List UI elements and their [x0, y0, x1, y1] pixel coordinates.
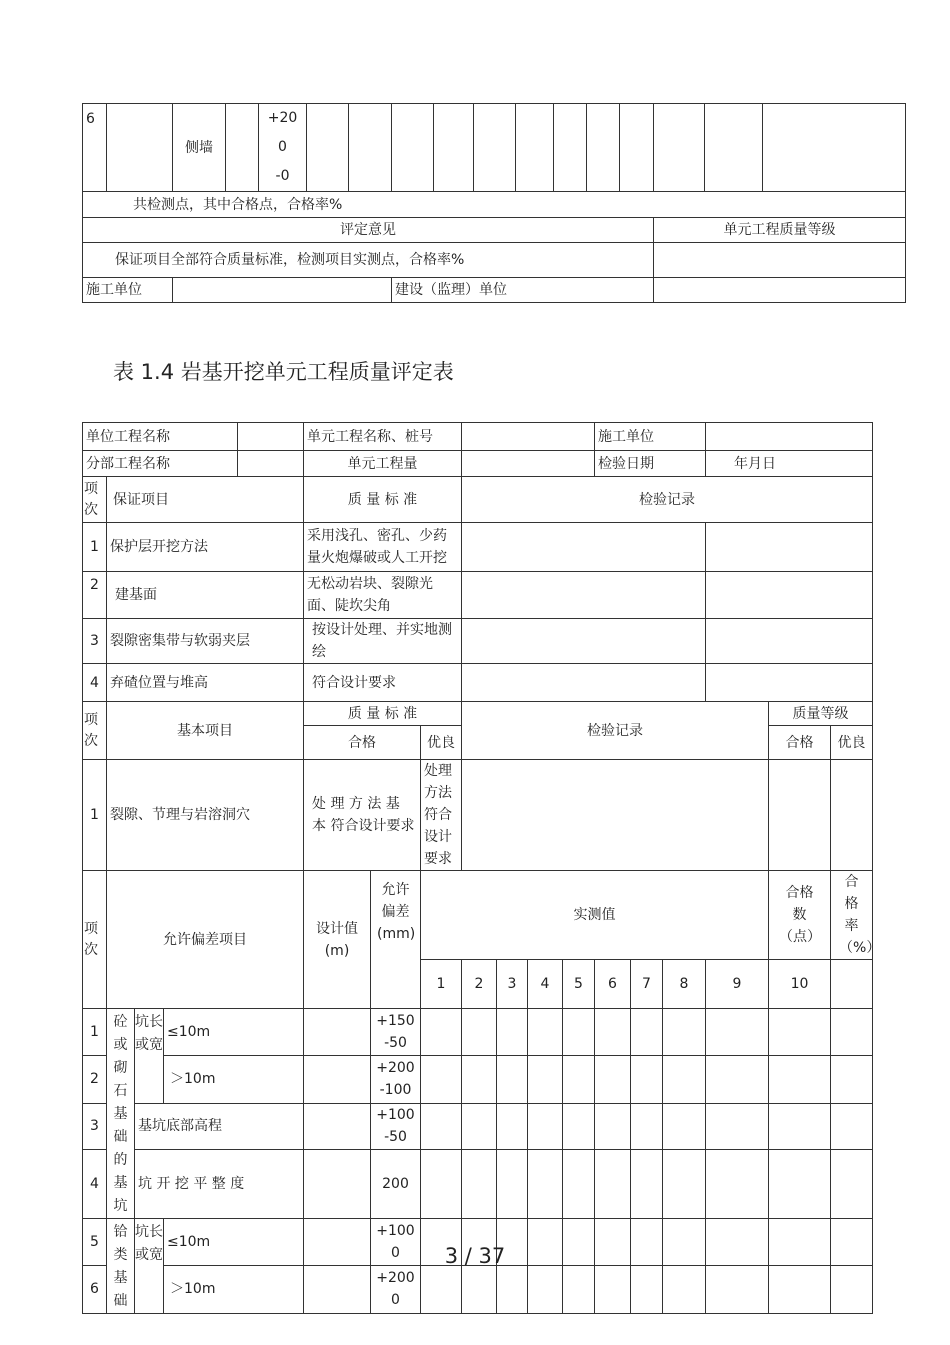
guarantee-item-header: 保证项目 [107, 477, 304, 523]
top-table [82, 103, 906, 303]
guarantee-record-header: 检验记录 [462, 477, 873, 523]
measured-header: 实测值 [421, 871, 769, 960]
table-row: 1 保护层开挖方法 采用浅孔、密孔、少药量火炮爆破或人工开挖 [83, 523, 873, 572]
basic-standard-header: 质 量 标 准 [304, 702, 462, 726]
point-3: 3 [497, 960, 528, 1009]
point-4: 4 [528, 960, 563, 1009]
basic-no-header: 项次 [83, 702, 107, 760]
table-row: 4 弃碴位置与堆高 符合设计要求 [83, 664, 873, 702]
table-row: 3 基坑底部高程 +100 -50 [83, 1103, 873, 1150]
page-title: 表 1.4 岩基开挖单元工程质量评定表 [113, 360, 454, 384]
basic-item-header: 基本项目 [107, 702, 304, 760]
sub-long-label-2: 坑长或宽 [135, 1219, 164, 1314]
grade-pass-header: 合格 [769, 726, 831, 760]
point-5: 5 [563, 960, 595, 1009]
table-row: 6 ＞10m +200 0 [83, 1265, 873, 1313]
eval-opinion-label: 评定意见 [83, 218, 654, 243]
sub-project-label: 分部工程名称 [83, 451, 238, 477]
page-total: 37 [478, 1244, 506, 1268]
unit-project-label: 单位工程名称 [83, 423, 238, 451]
design-value-header: 设计值(m) [304, 871, 371, 1009]
col-no-header: 项次 [83, 477, 107, 523]
builder-label: 施工单位 [83, 278, 173, 303]
guarantee-standard-header: 质 量 标 准 [304, 477, 462, 523]
sub-long-label-1: 坑长或宽 [135, 1009, 164, 1104]
page-current: 3 [444, 1244, 459, 1268]
date-value: 年月日 [706, 451, 873, 477]
table-row: 2 建基面 无松动岩块、裂隙光面、陡坎尖角 [83, 572, 873, 619]
point-7: 7 [631, 960, 663, 1009]
table-row: 3 裂隙密集带与软弱夹层 按设计处理、并实地测绘 [83, 619, 873, 664]
grade-good-header: 优良 [831, 726, 873, 760]
basic-pass-header: 合格 [304, 726, 421, 760]
eval-text: 保证项目全部符合质量标准，检测项目实测点，合格率% [83, 243, 654, 278]
point-6: 6 [595, 960, 631, 1009]
tolerance-cell: +20 0 -0 [259, 104, 307, 192]
item-label: 侧墙 [173, 104, 226, 192]
supervisor-label: 建设（监理）单位 [392, 278, 654, 303]
table-row: 1 砼或砌石基础的基坑 坑长或宽 ≤10m +150 -50 [83, 1009, 873, 1056]
table-row: 4 坑 开 挖 平 整 度 200 [83, 1150, 873, 1219]
summary-text: 共检测点，其中合格点，合格率% [83, 192, 906, 218]
tol-no-header: 项次 [83, 871, 107, 1009]
pass-count-header: 合格数（点） [769, 871, 831, 960]
grade-label: 单元工程质量等级 [654, 218, 906, 243]
pass-rate-header: 合格率（%） [831, 871, 873, 960]
point-8: 8 [663, 960, 706, 1009]
basic-grade-header: 质量等级 [769, 702, 873, 726]
tol-item-header: 允许偏差项目 [107, 871, 304, 1009]
basic-record-header: 检验记录 [462, 702, 769, 760]
point-1: 1 [421, 960, 462, 1009]
row-number: 6 [83, 104, 107, 192]
inspect-date-label: 检验日期 [595, 451, 706, 477]
basic-good-header: 优良 [421, 726, 462, 760]
point-2: 2 [462, 960, 497, 1009]
table-row: 5 铪类基础 坑长或宽 ≤10m +100 0 [83, 1219, 873, 1266]
page-indicator [0, 1244, 950, 1268]
main-table [82, 422, 881, 1314]
allow-deviation-header: 允许偏差(mm) [371, 871, 421, 1009]
page-separator: / [464, 1244, 472, 1268]
group-1-label: 砼或砌石基础的基坑 [107, 1009, 135, 1219]
point-10: 10 [769, 960, 831, 1009]
unit-element-label: 单元工程名称、桩号 [304, 423, 462, 451]
element-quantity-label: 单元工程量 [304, 451, 462, 477]
table-row: 1 裂隙、节理与岩溶洞穴 处 理 方 法 基 本 符合设计要求 处理方法符合设计要求 [83, 760, 873, 871]
group-2-label: 铪类基础 [107, 1219, 135, 1314]
construction-unit-label: 施工单位 [595, 423, 706, 451]
table-row: 2 ＞10m +200 -100 [83, 1055, 873, 1103]
point-9: 9 [706, 960, 769, 1009]
